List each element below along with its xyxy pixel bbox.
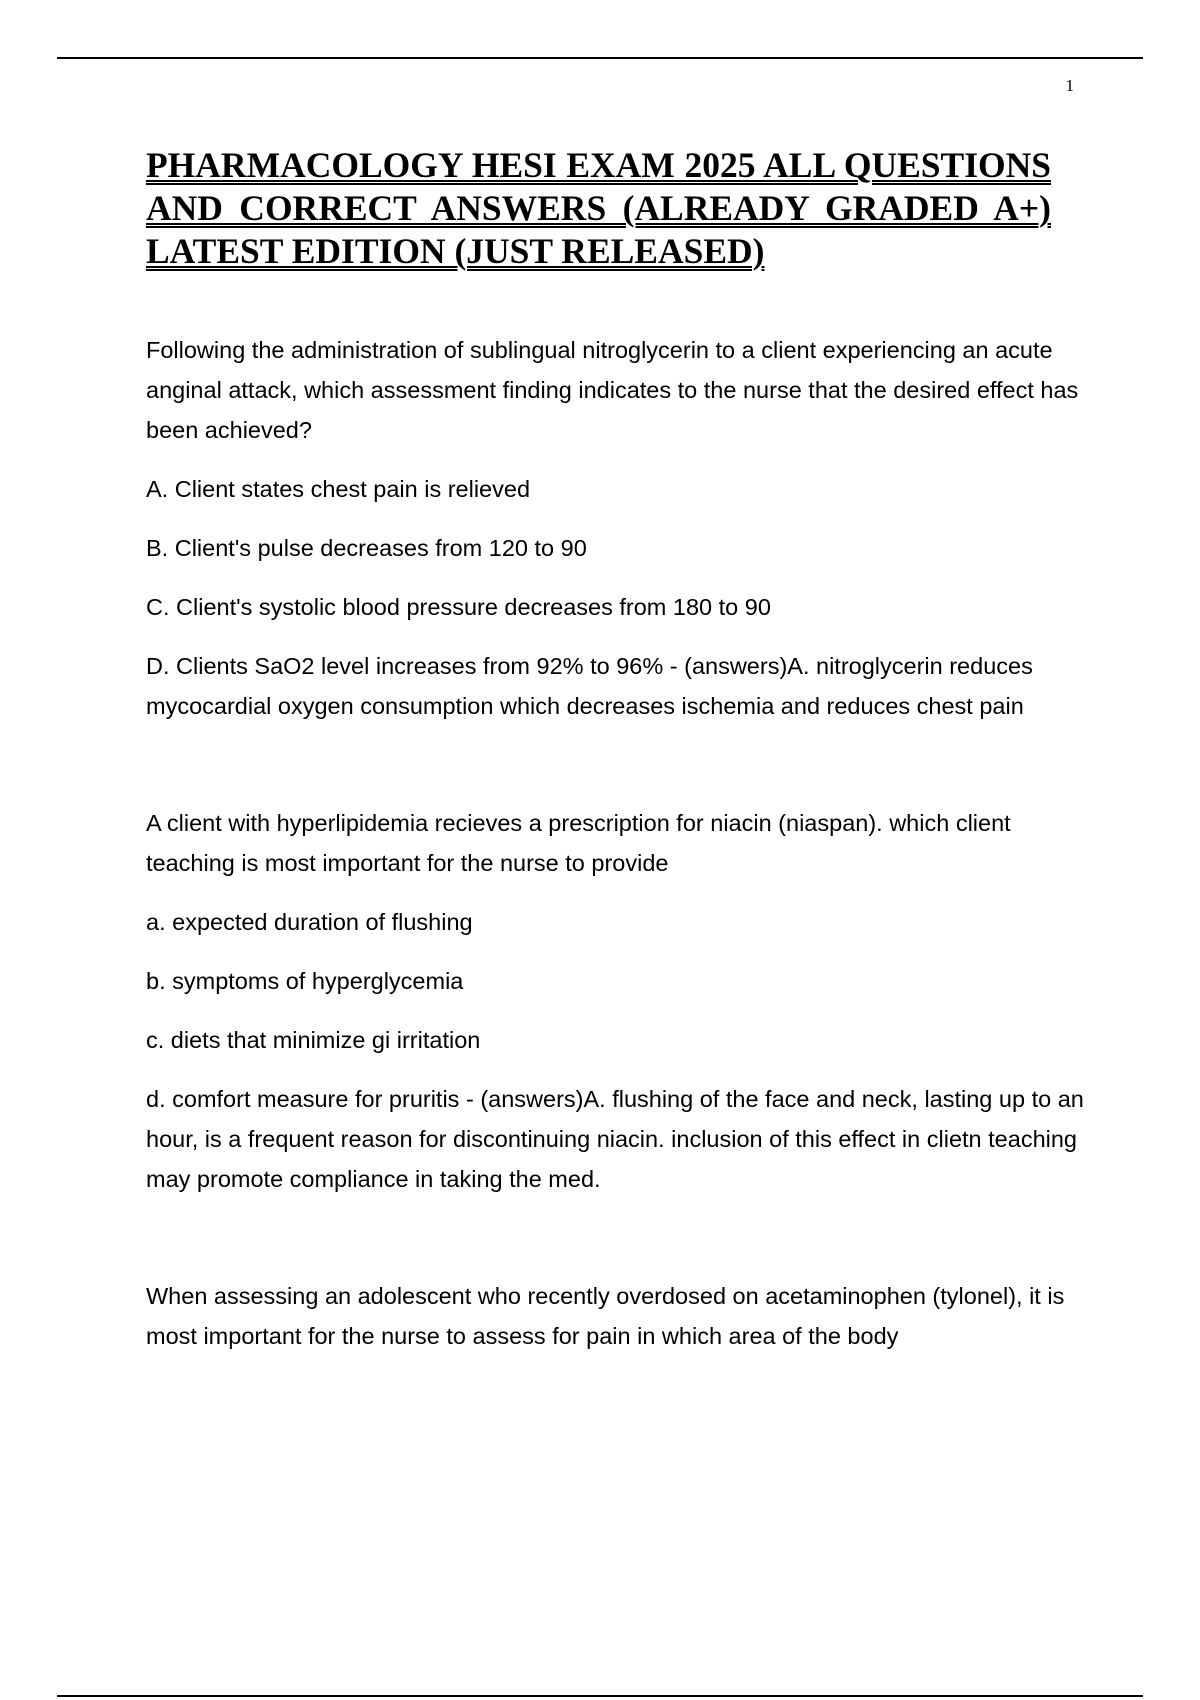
question-stem: A client with hyperlipidemia recieves a prescription for niacin (niaspan). which client teaching is most important for the nurse to provide — [146, 810, 1011, 876]
answer-option: A. Client states chest pain is relieved — [146, 476, 531, 502]
answer-option-with-rationale: D. Clients SaO2 level increases from 92% to 96% - (answers)A. nitroglycerin reduces mycocardial oxygen consumption which decreases ischemia and reduces chest pain — [146, 653, 1033, 719]
question-block-3 — [146, 1276, 1091, 1356]
footer-rule — [57, 1695, 1143, 1697]
answer-option: B. Client's pulse decreases from 120 to 90 — [146, 535, 587, 561]
question-block-1 — [146, 330, 1091, 726]
question-stem: When assessing an adolescent who recently overdosed on acetaminophen (tylonel), it is most important for the nurse to assess for pain in which area of the body — [146, 1283, 1065, 1349]
document-title: PHARMACOLOGY HESI EXAM 2025 ALL QUESTIONS AND CORRECT ANSWERS (ALREADY GRADED A+) LATEST EDITION (JUST RELEASED) — [146, 145, 1051, 271]
header-rule — [57, 57, 1143, 59]
question-stem: Following the administration of sublingual nitroglycerin to a client experiencing an acute anginal attack, which assessment finding indicates to the nurse that the desired effect has been achieved? — [146, 337, 1079, 443]
page-number: 1 — [1065, 76, 1074, 95]
document-body — [146, 330, 1091, 1433]
answer-option: a. expected duration of flushing — [146, 909, 473, 935]
question-block-2 — [146, 803, 1091, 1199]
answer-option: c. diets that minimize gi irritation — [146, 1027, 481, 1053]
answer-option-with-rationale: d. comfort measure for pruritis - (answers)A. flushing of the face and neck, lasting up to an hour, is a frequent reason for discontinuing niacin. inclusion of this effect in clietn teaching may promote compliance in taking the med. — [146, 1086, 1084, 1192]
answer-option: C. Client's systolic blood pressure decreases from 180 to 90 — [146, 594, 771, 620]
answer-option: b. symptoms of hyperglycemia — [146, 968, 464, 994]
